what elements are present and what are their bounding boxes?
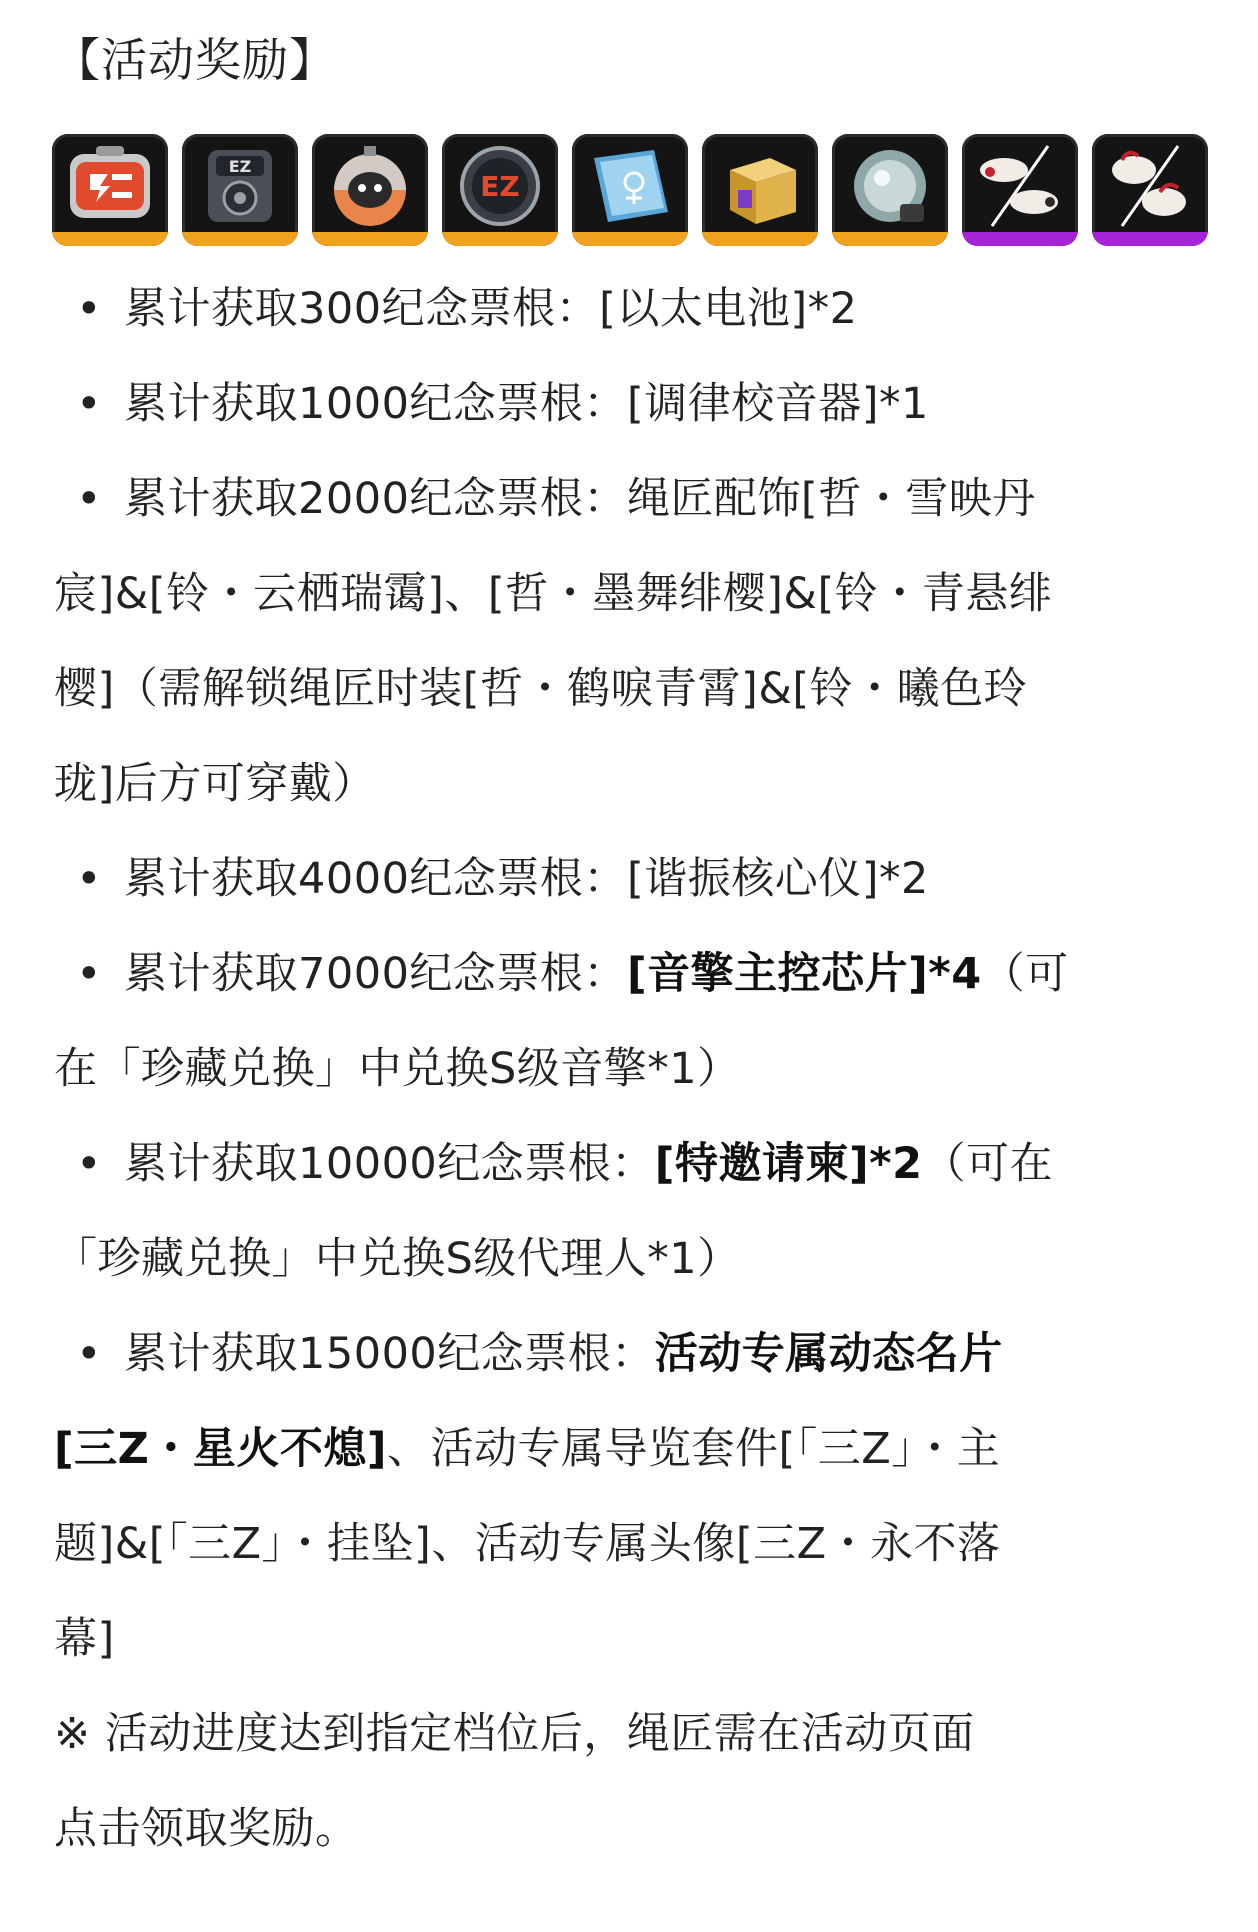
bullet: • [76,1139,102,1189]
reward-item-tuner[interactable] [182,134,298,246]
reward-line-4000 [54,832,1214,927]
reward-value: [谐振核心仪]*2 [626,854,929,904]
reward-line-2000 [54,452,1214,832]
bullet: • [76,854,102,904]
reward-value: 绳匠配饰[哲・雪映丹 [626,474,1036,524]
reward-item-capsule[interactable] [312,134,428,246]
reward-continuation: 「珍藏兑换」中兑换S级代理人*1） [54,1234,741,1284]
resonance-core-icon [450,140,550,232]
reward-line-300 [54,262,1214,357]
bullet: • [76,474,102,524]
bullet: • [76,949,102,999]
reward-continuation: 珑]后方可穿戴） [54,759,376,809]
reward-line-7000 [54,927,1214,1117]
reward-continuation: 题]&[「三Z」・挂坠]、活动专属头像[三Z・永不落 [54,1519,1001,1569]
reward-list [54,262,1214,1877]
reward-label: 累计获取2000纪念票根： [124,474,627,524]
reward-continuation: 樱]（需解锁绳匠时装[哲・鹤唳青霄]&[铃・曦色玲 [54,664,1028,714]
bullet: • [76,1329,102,1379]
reward-value-bold: [特邀请柬]*2 [654,1139,923,1189]
accessory-pair-icon [970,140,1070,232]
accessory-pair-icon [1100,140,1200,232]
reward-label: 累计获取15000纪念票根： [124,1329,655,1379]
reward-item-name-card[interactable] [832,134,948,246]
reward-label: 累计获取7000纪念票根： [124,949,627,999]
reward-continuation: 在「珍藏兑换」中兑换S级音擎*1） [54,1044,741,1094]
reward-line-10000 [54,1117,1214,1307]
golden-box-icon [710,140,810,232]
reward-value-bold: [三Z・星火不熄] [54,1424,387,1474]
reward-note: （可在 [922,1139,1054,1189]
reward-item-chip-book[interactable] [572,134,688,246]
bullet: • [76,284,102,334]
reward-label: 累计获取4000纪念票根： [124,854,627,904]
reward-note: （可 [981,949,1069,999]
bangboo-capsule-icon [320,140,420,232]
reward-value-bold: 活动专属动态名片 [654,1329,1003,1379]
tuner-device-icon [190,140,290,232]
reward-continuation: 宸]&[铃・云栖瑞霭]、[哲・墨舞绯樱]&[铃・青悬绯 [54,569,1053,619]
reward-item-accessory-a[interactable] [962,134,1078,246]
reward-item-invitation[interactable] [702,134,818,246]
reward-continuation: 幕] [54,1614,115,1664]
reward-item-resonance-core[interactable] [442,134,558,246]
bullet: • [76,379,102,429]
blue-book-icon [580,140,680,232]
reward-item-ether-battery[interactable] [52,134,168,246]
section-title: 【活动奖励】 [54,33,336,87]
svg-text:EZ: EZ [480,170,520,203]
reward-line-15000 [54,1307,1214,1687]
reward-value-bold: [音擎主控芯片]*4 [626,949,982,999]
reward-label: 累计获取1000纪念票根： [124,379,627,429]
reward-value: [调律校音器]*1 [626,379,929,429]
reward-icon-row [52,134,1208,246]
reward-value: [以太电池]*2 [599,284,858,334]
reward-continuation: 、活动专属导览套件[「三Z」・主 [386,1424,1001,1474]
reward-label: 累计获取300纪念票根： [124,284,600,334]
crystal-orb-icon [840,140,940,232]
reward-label: 累计获取10000纪念票根： [124,1139,655,1189]
reward-line-1000 [54,357,1214,452]
svg-text:EZ: EZ [228,157,252,176]
claim-note-line: 点击领取奖励。 [54,1804,359,1854]
reward-item-accessory-b[interactable] [1092,134,1208,246]
claim-note-line: ※ 活动进度达到指定档位后，绳匠需在活动页面 [54,1709,975,1759]
ether-battery-icon [60,140,160,232]
claim-note [54,1687,1214,1877]
